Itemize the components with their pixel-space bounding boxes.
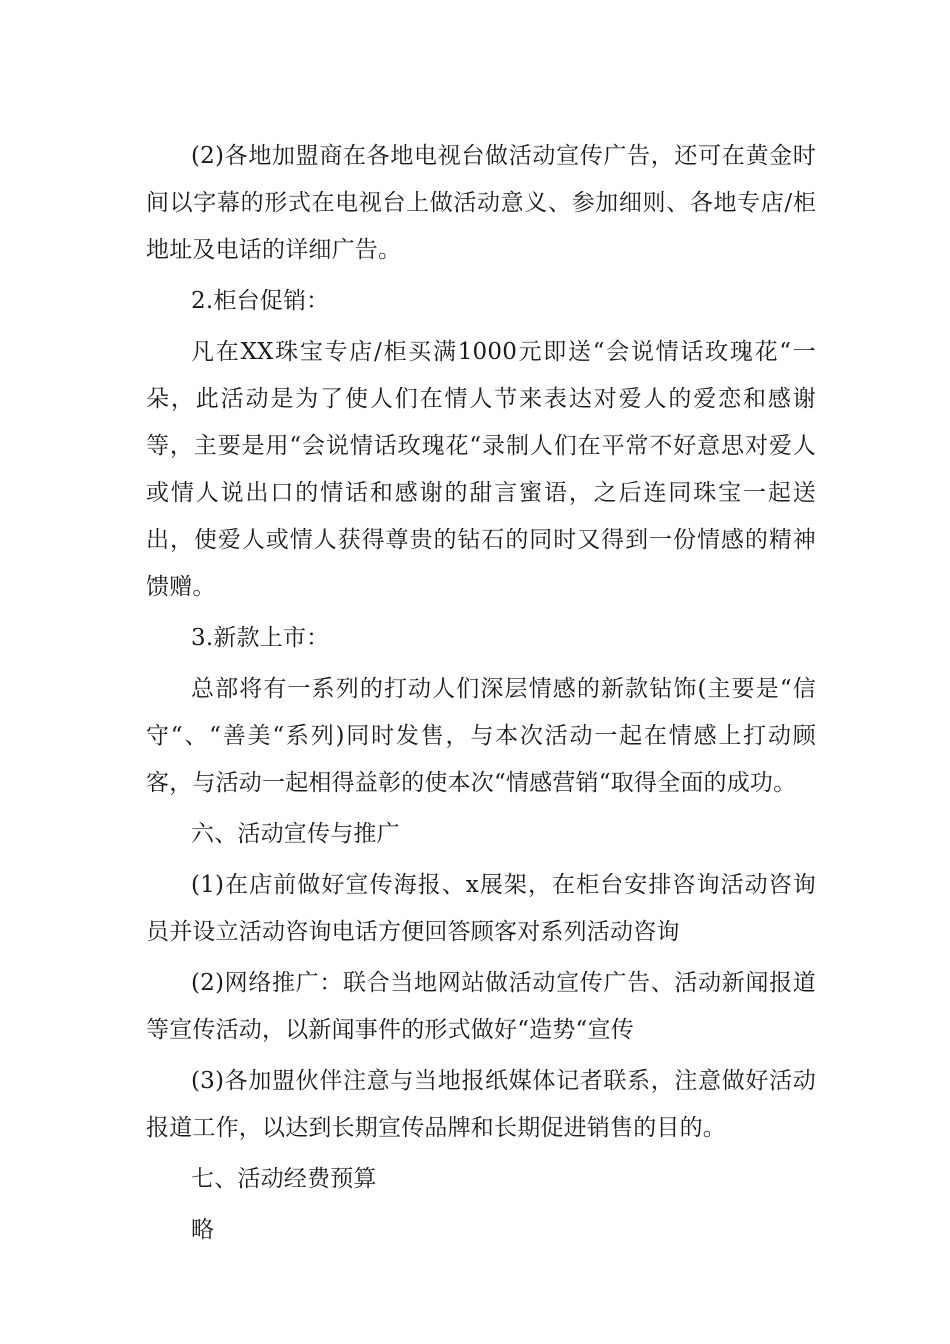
heading-new-products: 3.新款上市： (191, 625, 330, 651)
paragraph-online-promotion: (2)网络推广：联合当地网站做活动宣传广告、活动新闻报道等宣传活动，以新闻事件的形式做好“造势“宣传 (146, 970, 816, 1043)
paragraph-store-promotion: (1)在店前做好宣传海报、x展架，在柜台安排咨询活动咨询员并设立活动咨询电话方便回答顾客对系列活动咨询 (146, 872, 816, 945)
heading-budget-section: 七、活动经费预算 (191, 1166, 377, 1192)
paragraph-tv-advertising: (2)各地加盟商在各地电视台做活动宣传广告，还可在黄金时间以字幕的形式在电视台上做活动意义、参加细则、各地专店/柜地址及电话的详细广告。 (146, 143, 816, 263)
heading-promotion-section: 六、活动宣传与推广 (191, 821, 400, 847)
paragraph-media-contact: (3)各加盟伙伴注意与当地报纸媒体记者联系，注意做好活动报道工作，以达到长期宣传品牌和长期促进销售的目的。 (146, 1068, 816, 1141)
document-body (146, 133, 816, 1258)
paragraph-budget-omitted: 略 (191, 1217, 215, 1243)
paragraph-counter-promotion: 凡在XX珠宝专店/柜买满1000元即送“会说情话玫瑰花“一朵，此活动是为了使人们在情人节来表达对爱人的爱恋和感谢等，主要是用“会说情话玫瑰花“录制人们在平常不好意思对爱人或情人说出口的情话和感谢的甜言蜜语，之后连同珠宝一起送出，使爱人或情人获得尊贵的钻石的同时又得到一份情感的精神馈赠。 (146, 339, 816, 600)
paragraph-new-products: 总部将有一系列的打动人们深层情感的新款钻饰(主要是“信守“、“善美“系列)同时发售，与本次活动一起在情感上打动顾客，与活动一起相得益彰的使本次“情感营销“取得全面的成功。 (146, 676, 816, 796)
heading-counter-promotion: 2.柜台促销： (191, 288, 330, 314)
